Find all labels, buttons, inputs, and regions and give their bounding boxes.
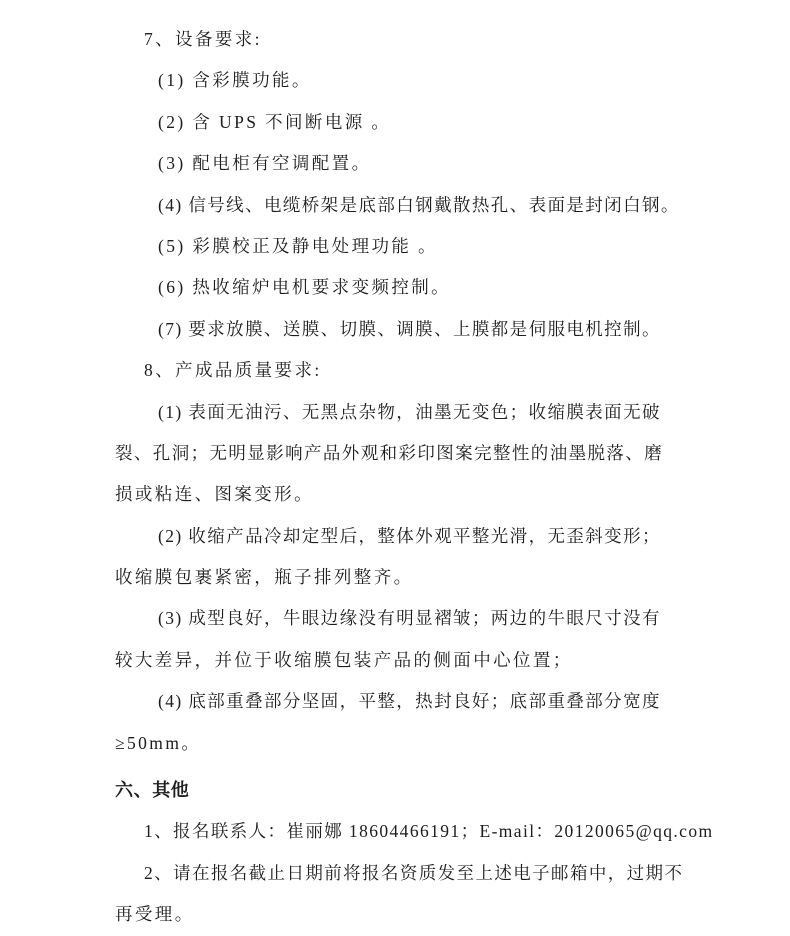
item-7-4: (4) 信号线、电缆桥架是底部白钢戴散热孔、表面是封闭白钢。 [158,194,680,215]
item-7-2: (2) 含 UPS 不间断电源 。 [158,111,392,132]
section-6-heading: 六、其他 [115,780,190,801]
item-7-1: (1) 含彩膜功能。 [158,70,312,91]
document-body [115,19,714,936]
item-7-6: (6) 热收缩炉电机要求变频控制。 [158,277,452,298]
item-8-4-line-2: ≥50mm。 [115,732,202,753]
item-8-3-line-2: 较大差异，并位于收缩膜包装产品的侧面中心位置； [115,649,573,670]
note-line-2: 再受理。 [115,904,195,925]
contact-line: 1、报名联系人：崔丽娜 18604466191；E-mail：20120065@qq.com [144,821,714,842]
section-8-title: 8、产成品质量要求: [144,360,322,381]
item-8-2-line-2: 收缩膜包裹紧密，瓶子排列整齐。 [115,567,414,588]
item-8-4-line-1: (4) 底部重叠部分坚固，平整，热封良好；底部重叠部分宽度 [158,691,661,712]
item-8-2-line-1: (2) 收缩产品冷却定型后，整体外观平整光滑，无歪斜变形； [158,525,661,546]
item-8-3-line-1: (3) 成型良好，牛眼边缘没有明显褶皱；两边的牛眼尺寸没有 [158,608,661,629]
note-line-1: 2、请在报名截止日期前将报名资质发至上述电子邮箱中，过期不 [144,862,684,883]
item-8-1-line-1: (1) 表面无油污、无黑点杂物，油墨无变色；收缩膜表面无破 [158,401,661,422]
item-7-3: (3) 配电柜有空调配置。 [158,153,372,174]
item-8-1-line-2: 裂、孔洞；无明显影响产品外观和彩印图案完整性的油墨脱落、磨 [115,442,664,463]
item-7-5: (5) 彩膜校正及静电处理功能 。 [158,235,438,256]
item-7-7: (7) 要求放膜、送膜、切膜、调膜、上膜都是伺服电机控制。 [158,318,661,339]
item-8-1-line-3: 损或粘连、图案变形。 [115,484,314,505]
section-7-title: 7、设备要求: [144,29,262,49]
